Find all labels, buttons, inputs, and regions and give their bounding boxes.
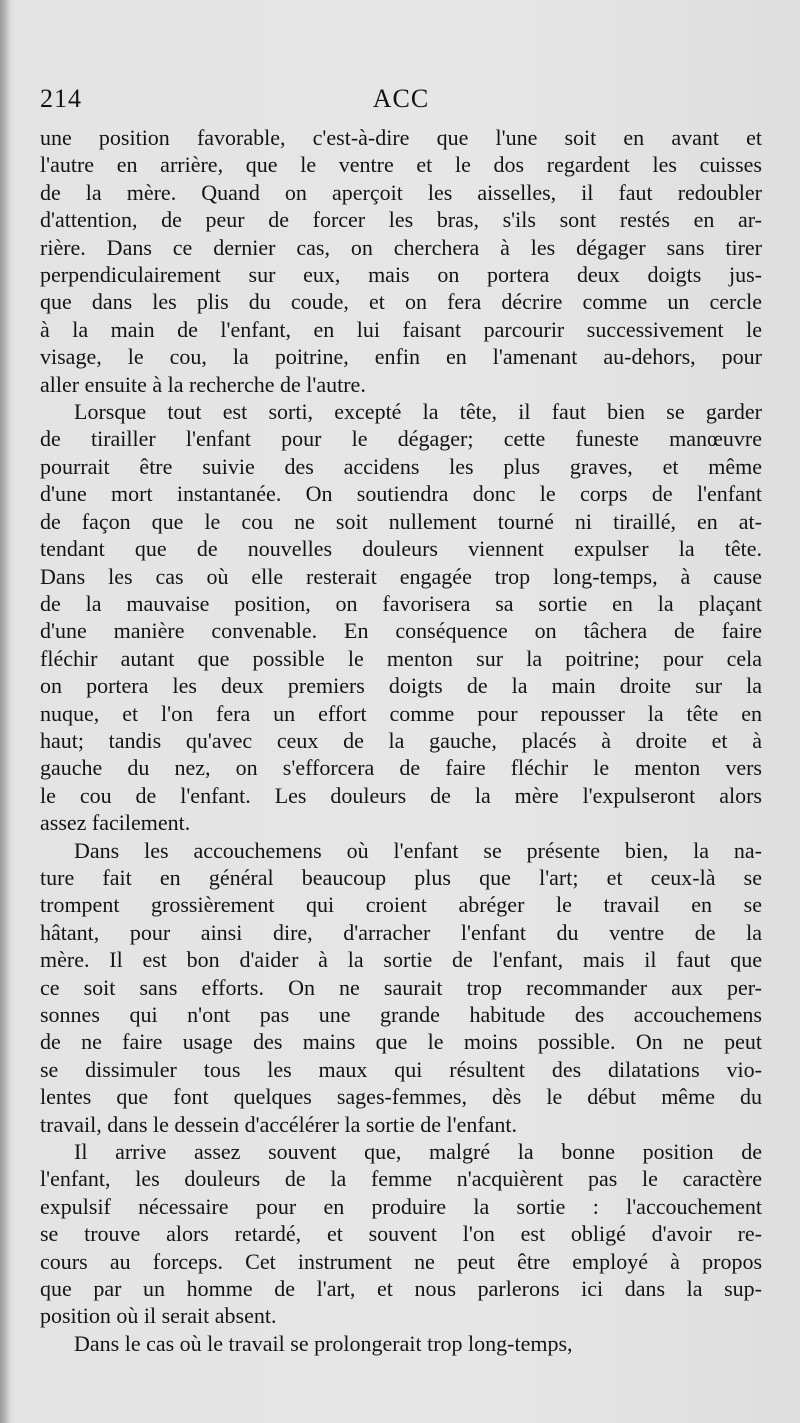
page-number: 214 [40, 84, 82, 113]
text-line: ce soit sans efforts. On ne saurait trop recommander aux per- [40, 974, 762, 1000]
text-line: on portera les deux premiers doigts de la main droite sur la [40, 673, 762, 699]
text-line: sonnes qui n'ont pas une grande habitude des accouchemens [40, 1002, 762, 1027]
text-line: Dans les cas où elle resterait engagée trop long-temps, à cause [40, 563, 762, 589]
running-head: ACC [372, 84, 430, 113]
text-line: de façon que le cou ne soit nullement tourné ni tiraillé, en at- [40, 508, 762, 534]
text-line: Dans le cas où le travail se prolongerait trop long-temps, [74, 1330, 573, 1356]
text-line: trompent grossièrement qui croient abréger le travail en se [40, 892, 762, 918]
text-line: le cou de l'enfant. Les douleurs de la mère l'expulseront alors [40, 782, 762, 808]
text-line: d'attention, de peur de forcer les bras, s'ils sont restés en ar- [40, 207, 762, 233]
text-line: que par un homme de l'art, et nous parlerons ici dans la sup- [40, 1276, 762, 1302]
text-line: gauche du nez, on s'efforcera de faire fléchir le menton vers [40, 755, 762, 781]
text-line: Dans les accouchemens où l'enfant se présente bien, la na- [74, 837, 762, 863]
text-line: cours au forceps. Cet instrument ne peut être employé à propos [40, 1248, 762, 1274]
text-line: que dans les plis du coude, et on fera décrire comme un cercle [40, 289, 762, 315]
text-line: une position favorable, c'est-à-dire que l'une soit en avant et [40, 125, 762, 150]
text-line: visage, le cou, la poitrine, enfin en l'amenant au-dehors, pour [40, 344, 762, 370]
text-line: Lorsque tout est sorti, excepté la tête, il faut bien se garder [74, 399, 762, 425]
paragraph [40, 124, 762, 398]
text-line: Il arrive assez souvent que, malgré la bonne position de [74, 1139, 762, 1165]
text-line: l'enfant, les douleurs de la femme n'acquièrent pas le caractère [40, 1166, 762, 1192]
text-line: hâtant, pour ainsi dire, d'arracher l'enfant du ventre de la [40, 919, 762, 945]
page-gutter-shadow [0, 0, 10, 1423]
text-line: haut; tandis qu'avec ceux de la gauche, placés à droite et à [40, 727, 762, 753]
text-line: de la mère. Quand on aperçoit les aisselles, il faut redoubler [40, 179, 762, 205]
text-line: se dissimuler tous les maux qui résultent des dilatations vio- [40, 1056, 762, 1082]
text-line: expulsif nécessaire pour en produire la sortie : l'accouchement [40, 1193, 762, 1219]
text-line: l'autre en arrière, que le ventre et le dos regardent les cuisses [40, 152, 762, 178]
text-line: pourrait être suivie des accidens les plus graves, et même [40, 453, 762, 479]
text-line: lentes que font quelques sages-femmes, dès le début même du [40, 1084, 762, 1110]
text-line: ture fait en général beaucoup plus que l'art; et ceux-là se [40, 864, 762, 890]
text-line: de tirailler l'enfant pour le dégager; cette funeste manœuvre [40, 426, 762, 452]
text-line: position où il serait absent. [40, 1303, 277, 1329]
text-line: nuque, et l'on fera un effort comme pour repousser la tête en [40, 700, 762, 726]
text-line: à la main de l'enfant, en lui faisant parcourir successivement le [40, 316, 762, 342]
text-line: d'une mort instantanée. On soutiendra donc le corps de l'enfant [40, 481, 762, 507]
text-line: travail, dans le dessein d'accélérer la sortie de l'enfant. [40, 1111, 518, 1137]
body-text [40, 124, 762, 1357]
paragraph [40, 1138, 762, 1330]
page-header [40, 84, 762, 120]
text-line: tendant que de nouvelles douleurs viennent expulser la tête. [40, 536, 762, 562]
text-line: d'une manière convenable. En conséquence on tâchera de faire [40, 618, 762, 644]
text-line: se trouve alors retardé, et souvent l'on est obligé d'avoir re- [40, 1221, 762, 1247]
text-line: aller ensuite à la recherche de l'autre. [40, 371, 366, 397]
text-line: de la mauvaise position, on favorisera sa sortie en la plaçant [40, 590, 762, 616]
paragraph [40, 837, 762, 1138]
text-line: de ne faire usage des mains que le moins possible. On ne peut [40, 1029, 762, 1055]
paragraph [40, 1330, 762, 1357]
text-line: mère. Il est bon d'aider à la sortie de l'enfant, mais il faut que [40, 947, 762, 973]
text-line: rière. Dans ce dernier cas, on cherchera à les dégager sans tirer [40, 234, 762, 260]
text-line: perpendiculairement sur eux, mais on portera deux doigts jus- [40, 262, 762, 288]
paragraph [40, 398, 762, 837]
text-line: assez facilement. [40, 810, 191, 836]
text-line: fléchir autant que possible le menton sur la poitrine; pour cela [40, 645, 762, 671]
